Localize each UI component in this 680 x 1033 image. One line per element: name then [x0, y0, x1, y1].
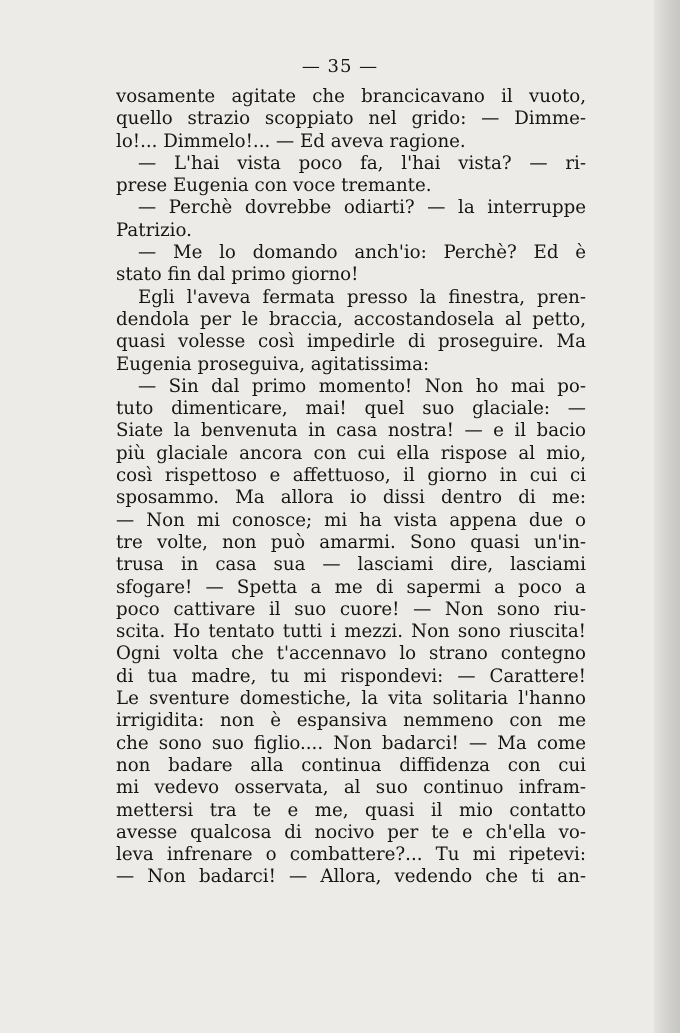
- text-line: Patrizio.: [116, 219, 192, 241]
- text-line: — Me lo domando anch'io: Perchè? Ed è: [138, 242, 586, 264]
- page-number: — 35 —: [301, 56, 379, 77]
- text-line: — Non badarci! — Allora, vedendo che ti an-: [116, 866, 586, 888]
- text-line: Egli l'aveva fermata presso la finestra, pren-: [138, 286, 586, 308]
- text-line: tuto dimenticare, mai! quel suo glaciale: —: [116, 398, 586, 420]
- text-line: non badare alla continua diffidenza con cui: [116, 754, 586, 776]
- text-line: sfogare! — Spetta a me di sapermi a poco a: [116, 576, 586, 598]
- text-line: stato fin dal primo giorno!: [116, 264, 359, 286]
- text-line: — Non mi conosce; mi ha vista appena due o: [116, 509, 586, 531]
- text-line: leva infrenare o combattere?... Tu mi ripetevi:: [116, 844, 586, 866]
- text-line: irrigidita: non è espansiva nemmeno con me: [116, 710, 586, 732]
- text-line: che sono suo figlio.... Non badarci! — Ma come: [116, 732, 586, 754]
- text-line: — Perchè dovrebbe odiarti? — la interruppe: [138, 197, 586, 219]
- text-line: più glaciale ancora con cui ella rispose al mio,: [116, 442, 586, 464]
- body-text: [116, 86, 586, 889]
- text-line: quello strazio scoppiato nel grido: — Dimme-: [116, 108, 586, 130]
- text-line: mi vedevo osservata, al suo continuo infram-: [116, 777, 586, 799]
- text-line: trusa in casa sua — lasciami dire, lasciami: [116, 554, 586, 576]
- text-line: quasi volesse così impedirle di proseguire. Ma: [116, 331, 586, 353]
- text-line: Le sventure domestiche, la vita solitaria l'hanno: [116, 688, 586, 710]
- text-line: avesse qualcosa di nocivo per te e ch'ella vo-: [116, 821, 586, 843]
- text-line: così rispettoso e affettuoso, il giorno in cui ci: [116, 465, 586, 487]
- text-line: prese Eugenia con voce tremante.: [116, 175, 432, 197]
- text-line: Eugenia proseguiva, agitatissima:: [116, 353, 430, 375]
- text-line: tre volte, non può amarmi. Sono quasi un'in-: [116, 531, 586, 553]
- text-line: poco cattivare il suo cuore! — Non sono riu-: [116, 598, 586, 620]
- text-line: — L'hai vista poco fa, l'hai vista? — ri-: [138, 152, 586, 174]
- text-line: mettersi tra te e me, quasi il mio contatto: [116, 799, 586, 821]
- page-edge-shadow: [654, 0, 680, 1033]
- text-line: vosamente agitate che brancicavano il vuoto,: [116, 86, 586, 107]
- text-line: — Sin dal primo momento! Non ho mai po-: [138, 375, 586, 397]
- text-line: sposammo. Ma allora io dissi dentro di me:: [116, 487, 586, 509]
- text-line: dendola per le braccia, accostandosela al petto,: [116, 308, 586, 330]
- text-line: Siate la benvenuta in casa nostra! — e il bacio: [116, 420, 586, 442]
- text-line: di tua madre, tu mi rispondevi: — Carattere!: [116, 665, 586, 687]
- text-line: Ogni volta che t'accennavo lo strano contegno: [116, 643, 586, 665]
- text-line: scita. Ho tentato tutti i mezzi. Non sono riuscita!: [116, 621, 586, 643]
- text-line: lo!... Dimmelo!... — Ed aveva ragione.: [116, 130, 466, 152]
